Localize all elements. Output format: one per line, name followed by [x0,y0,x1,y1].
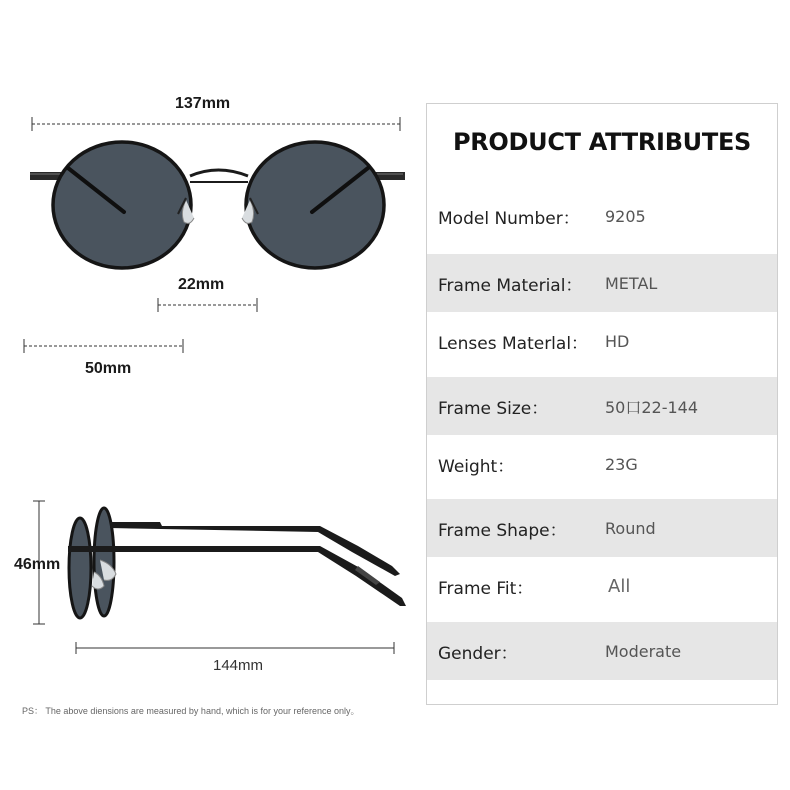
attr-label: Lenses Materlal： [438,333,589,354]
attr-value: 23G [605,454,638,474]
lens-width-label: 50mm [85,360,132,377]
attr-row-frame-size [427,377,777,435]
measurement-footnote: PS： The above diensions are measured by hand, which is for your reference only。 [22,706,360,716]
attr-value: 50口22-144 [605,397,699,417]
total-width-label: 137mm [175,95,231,112]
attr-row-frame-shape [427,499,777,557]
attr-label: Weight： [438,456,515,477]
attr-row-frame-material [427,254,777,312]
attr-label: Gender： [438,643,518,664]
attr-value: All [608,575,631,597]
temple-length-measure-line [76,642,394,654]
attr-label: Model Number： [438,208,580,229]
bridge-width-label: 22mm [178,276,225,293]
attr-value: Round [605,518,656,538]
glasses-front-view [30,142,405,268]
attr-row-weight [427,435,777,493]
attr-label: Frame Material： [438,275,583,296]
right-lens [246,142,384,268]
left-lens [53,142,191,268]
attr-value: 9205 [605,206,646,226]
attr-value: HD [605,331,630,351]
total-width-measure-line [32,117,400,131]
temple-length-label: 144mm [213,657,264,674]
lens-width-measure-line [24,339,183,353]
attr-row-model-number [427,187,777,245]
attr-row-lenses-material [427,312,777,370]
attr-value: Moderate [605,641,682,661]
attr-label: Frame Size： [438,398,549,419]
lens-height-label: 46mm [14,556,61,573]
product-attributes-panel [426,103,778,705]
attr-label: Frame Fit： [438,578,534,599]
attr-row-gender [427,622,777,680]
bridge-measure-line [158,298,257,312]
attr-value: METAL [605,273,658,293]
attr-row-frame-fit [427,557,777,615]
glasses-side-view [68,508,406,618]
attr-label: Frame Shape： [438,520,567,541]
panel-title: PRODUCT ATTRIBUTES [452,128,752,156]
